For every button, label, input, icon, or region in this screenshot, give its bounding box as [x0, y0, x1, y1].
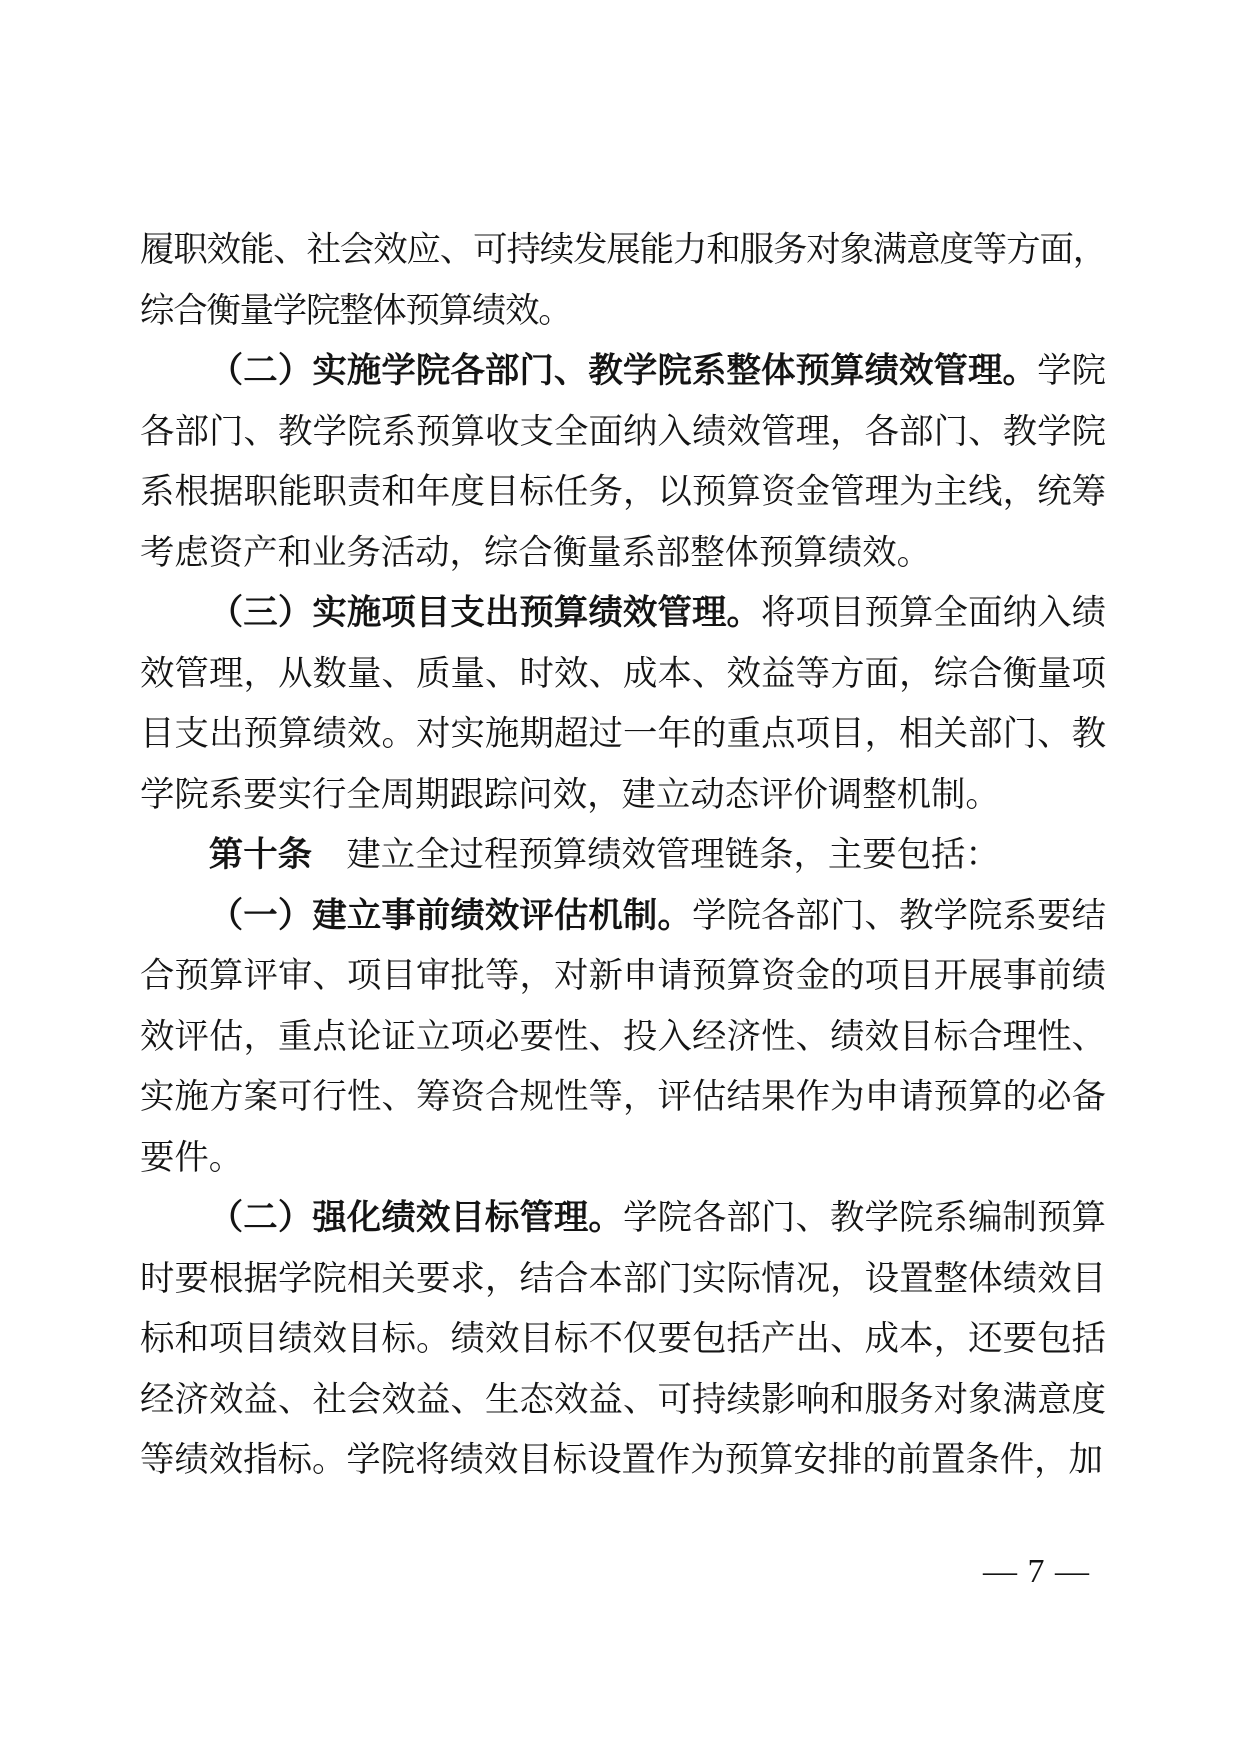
paragraph-lead: （二）强化绩效目标管理。	[208, 1199, 623, 1237]
paragraph	[140, 220, 1106, 341]
paragraph-lead: （三）实施项目支出预算绩效管理。	[208, 594, 761, 632]
paragraph	[140, 341, 1106, 583]
paragraph	[140, 1188, 1106, 1491]
article-number-label: 第十条	[208, 836, 312, 874]
paragraph-text: 学院各部门、教学院系要结合预算评审、项目审批等，对新申请预算资金的项目开展事前绩效评估，重点论证立项必要性、投入经济性、绩效目标合理性、实施方案可行性、筹资合规性等，评估结果作为申请预算的必备要件。	[140, 896, 1106, 1177]
paragraph	[140, 583, 1106, 825]
page-number: — 7 —	[983, 1553, 1090, 1590]
paragraph-text: 建立全过程预算绩效管理链条，主要包括：	[311, 836, 1000, 874]
paragraph-text: 学院各部门、教学院系预算收支全面纳入绩效管理，各部门、教学院系根据职能职责和年度目标任务，以预算资金管理为主线，统筹考虑资产和业务活动，综合衡量系部整体预算绩效。	[140, 352, 1106, 572]
paragraph-text: 将项目预算全面纳入绩效管理，从数量、质量、时效、成本、效益等方面，综合衡量项目支出预算绩效。对实施期超过一年的重点项目，相关部门、教学院系要实行全周期跟踪问效，建立动态评价调整机制。	[140, 594, 1106, 814]
paragraph-lead: （二）实施学院各部门、教学院系整体预算绩效管理。	[208, 352, 1038, 390]
paragraph-article-10	[140, 825, 1106, 886]
document-body	[140, 220, 1106, 1491]
paragraph-text: 履职效能、社会效应、可持续发展能力和服务对象满意度等方面，综合衡量学院整体预算绩效。	[140, 231, 1106, 330]
paragraph-lead: （一）建立事前绩效评估机制。	[208, 896, 692, 935]
paragraph	[140, 886, 1106, 1189]
paragraph-text: 学院各部门、教学院系编制预算时要根据学院相关要求，结合本部门实际情况，设置整体绩效目标和项目绩效目标。绩效目标不仅要包括产出、成本，还要包括经济效益、社会效益、生态效益、可持续影响和服务对象满意度等绩效指标。学院将绩效目标设置作为预算安排的前置条件，加	[140, 1199, 1106, 1479]
